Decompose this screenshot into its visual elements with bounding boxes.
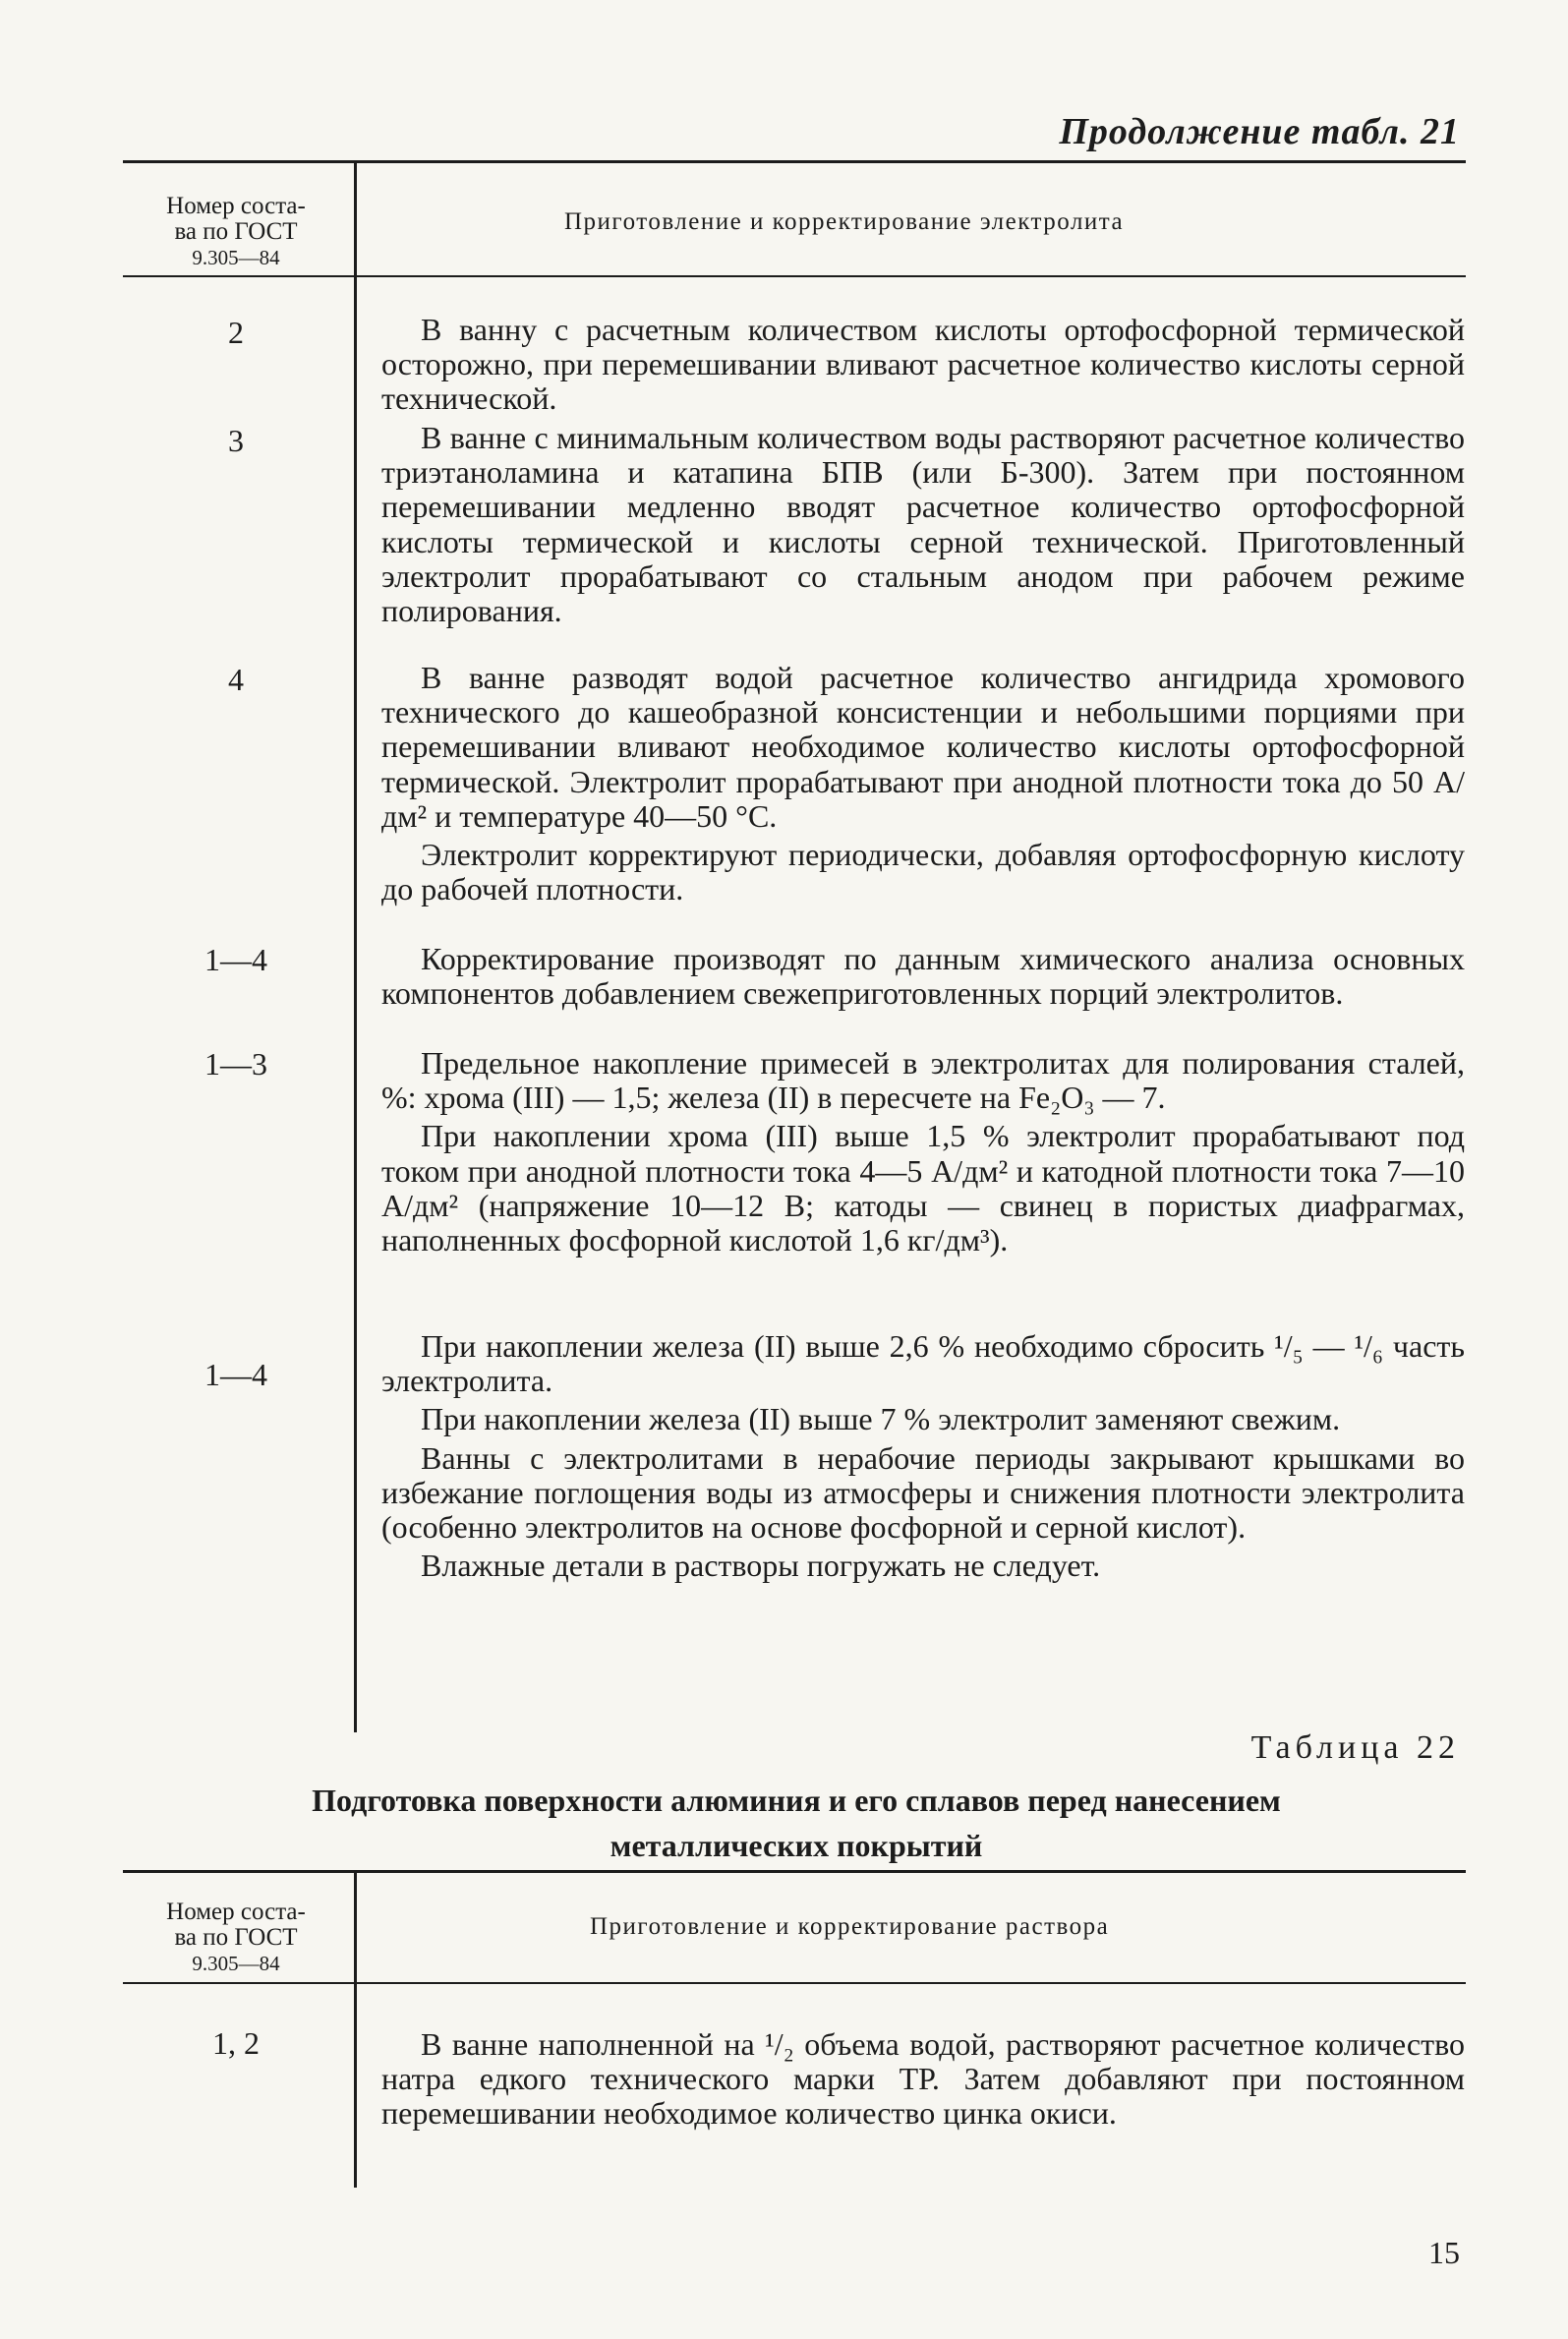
row-number: 1—4 <box>204 1357 267 1392</box>
table22-header-left <box>123 1900 349 1976</box>
table-title-line: металлических покрытий <box>610 1828 983 1863</box>
header-left-line: ва по ГОСТ <box>174 1924 298 1951</box>
header-left-line: ва по ГОСТ <box>174 218 298 245</box>
paragraph: Корректирование производят по данным химического анализа основных компонентов добавлением свежеприготовленных порций электролитов. <box>381 941 1465 1012</box>
table21-header-left <box>123 194 349 270</box>
paragraph: В ванне наполненной на ¹/₂ объема водой, растворяют расчетное количество натра едкого технического марки ТР. Затем добавляют при постоянном перемешивании необходимое количество цинка окиси. <box>381 2026 1465 2132</box>
table-title <box>236 1778 1357 1868</box>
header-left-line: 9.305—84 <box>192 246 280 269</box>
row-text <box>381 1046 1465 1257</box>
row-text <box>381 2027 1465 2132</box>
row-text <box>381 1329 1465 1583</box>
paragraph: При накоплении железа (II) выше 7 % электролит заменяют свежим. <box>421 1401 1341 1437</box>
table22-header-divider <box>354 1873 357 1983</box>
table21-header-divider <box>354 163 357 276</box>
row-text <box>381 942 1465 1011</box>
paragraph: В ванне с минимальным количеством воды растворяют расчетное количество триэтаноламина и катапина БПВ (или Б-300). Затем при постоянном перемешивании медленно вводят расчетное количество ортофосфорной кислоты термической и кислоты серной технической. Приготовленный электролит прорабатывают со стальным анодом при рабочем режиме полирования. <box>381 420 1465 629</box>
header-left-line: Номер соста- <box>166 1899 306 1925</box>
paragraph: В ванну с расчетным количеством кислоты ортофосфорной термической осторожно, при перемешивании вливают расчетное количество кислоты серной технической. <box>381 312 1465 417</box>
row-text <box>381 313 1465 417</box>
paragraph: В ванне разводят водой расчетное количество ангидрида хромового технического до кашеобразной консистенции и небольшими порциями при перемешивании вливают необходимое количество кислоты ортофосфорной термической. Электролит прорабатывают при анодной плотности тока до 50 А/дм² и температуре 40—50 °С. <box>381 660 1465 834</box>
paragraph: Ванны с электролитами в нерабочие периоды закрывают крышками во избежание поглощения воды из атмосферы и снижения плотности электролита (особенно электролитов на основе фосфорной и серной кислот). <box>381 1439 1465 1546</box>
row-text <box>381 661 1465 906</box>
paragraph: При накоплении железа (II) выше 2,6 % необходимо сбросить ¹/₅ — ¹/₆ часть электролита. <box>381 1328 1465 1399</box>
table22-header-right: Приготовление и корректирование раствора <box>590 1913 1110 1940</box>
table21-header-right: Приготовление и корректирование электролита <box>564 208 1125 235</box>
table-title-line: Подготовка поверхности алюминия и его сплавов перед нанесением <box>312 1783 1281 1818</box>
header-left-line: 9.305—84 <box>192 1952 280 1975</box>
table21-body-divider <box>354 277 357 1732</box>
table-caption: Таблица 22 <box>1250 1729 1460 1766</box>
page-number: 15 <box>1428 2235 1460 2270</box>
row-number: 1—4 <box>204 942 267 977</box>
row-number: 1—3 <box>204 1046 267 1082</box>
continuation-label: Продолжение табл. 21 <box>1059 111 1460 152</box>
row-number: 2 <box>228 315 244 350</box>
row-number: 3 <box>228 423 244 458</box>
row-text <box>381 421 1465 628</box>
table22-top-rule <box>123 1870 1466 1873</box>
row-number: 1, 2 <box>212 2025 260 2061</box>
paragraph: При накоплении хрома (III) выше 1,5 % электролит прорабатывают под током при анодной плотности тока 4—5 А/дм² и катодной плотности тока 7—10 А/дм² (напряжение 10—12 В; катоды — свинец в пористых диафрагмах, наполненных фосфорной кислотой 1,6 кг/дм³). <box>381 1118 1465 1258</box>
paragraph: Предельное накопление примесей в электролитах для полирования сталей, %: хрома (III) — 1,5; железа (II) в пересчете на Fe₂O₃ — 7. <box>381 1045 1465 1116</box>
paragraph: Влажные детали в растворы погружать не следует. <box>421 1548 1101 1584</box>
row-number: 4 <box>228 662 244 697</box>
table22-header-rule <box>123 1982 1466 1984</box>
table21-top-rule <box>123 160 1466 163</box>
table21-header-rule <box>123 275 1466 277</box>
header-left-line: Номер соста- <box>166 193 306 219</box>
table22-body-divider <box>354 1984 357 2188</box>
paragraph: Электролит корректируют периодически, добавляя ортофосфорную кислоту до рабочей плотности. <box>381 837 1465 907</box>
